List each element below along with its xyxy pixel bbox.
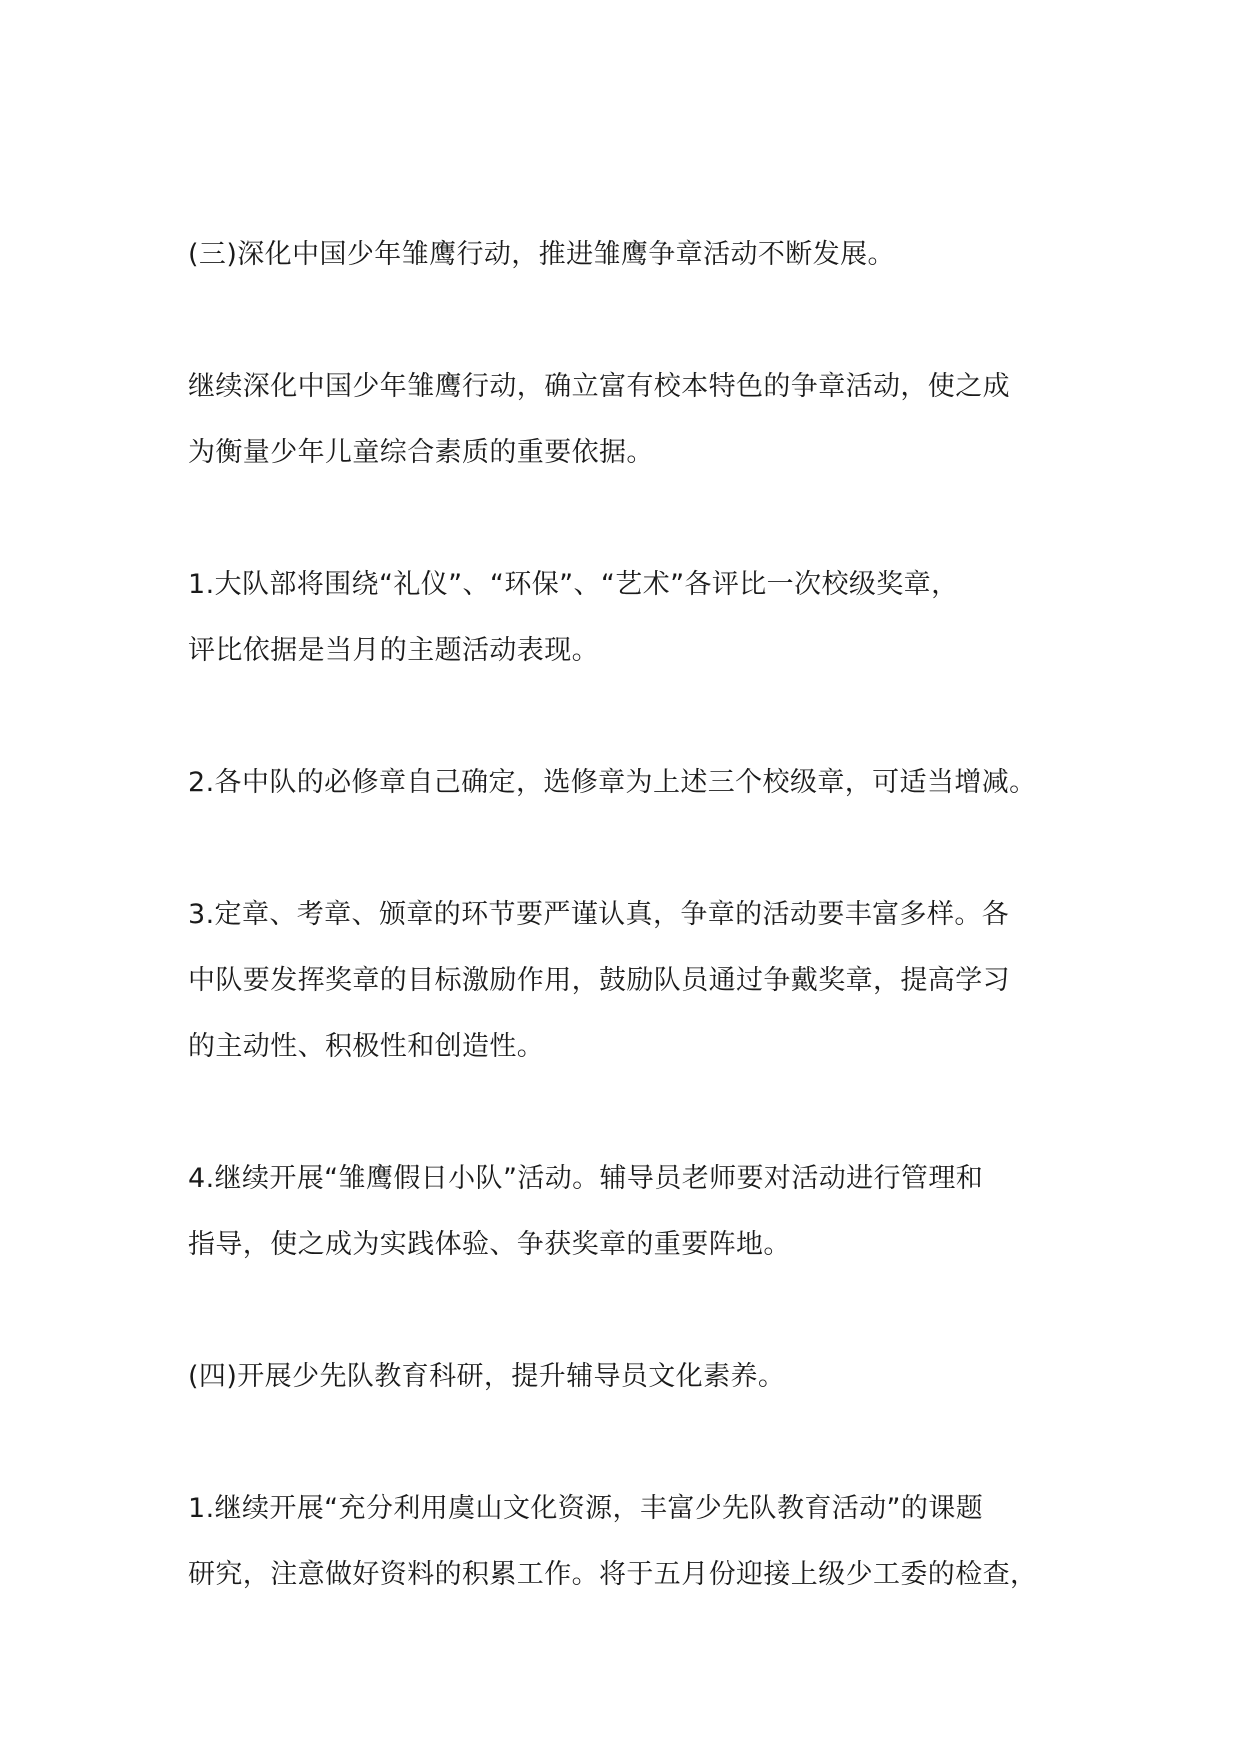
text-line: 为衡量少年儿童综合素质的重要依据。	[188, 437, 654, 468]
research-item-1	[188, 1476, 1088, 1608]
text-line: 指导，使之成为实践体验、争获奖章的重要阵地。	[188, 1229, 791, 1260]
text-line: 2.各中队的必修章自己确定，选修章为上述三个校级章，可适当增减。	[188, 767, 1037, 798]
text-line: 4.继续开展“雏鹰假日小队”活动。辅导员老师要对活动进行管理和	[188, 1163, 984, 1194]
text-line: 的主动性、积极性和创造性。	[188, 1031, 545, 1062]
paragraph-intro	[188, 354, 1088, 486]
list-item-2	[188, 750, 1088, 816]
section-heading-3	[188, 222, 1088, 288]
text-line: 研究，注意做好资料的积累工作。将于五月份迎接上级少工委的检查，	[188, 1559, 1038, 1590]
text-line: 中队要发挥奖章的目标激励作用，鼓励队员通过争戴奖章，提高学习	[188, 965, 1010, 996]
text-line: 1.大队部将围绕“礼仪”、“环保”、“艺术”各评比一次校级奖章，	[188, 569, 959, 600]
text-line: (三)深化中国少年雏鹰行动，推进雏鹰争章活动不断发展。	[188, 239, 895, 270]
list-item-1	[188, 552, 1088, 684]
text-line: 1.继续开展“充分利用虞山文化资源，丰富少先队教育活动”的课题	[188, 1493, 984, 1524]
list-item-3	[188, 882, 1088, 1080]
text-line: (四)开展少先队教育科研，提升辅导员文化素养。	[188, 1361, 786, 1392]
text-line: 评比依据是当月的主题活动表现。	[188, 635, 599, 666]
list-item-4	[188, 1146, 1088, 1278]
document-body	[188, 222, 1088, 1608]
text-line: 3.定章、考章、颁章的环节要严谨认真，争章的活动要丰富多样。各	[188, 899, 1010, 930]
text-line: 继续深化中国少年雏鹰行动，确立富有校本特色的争章活动，使之成	[188, 371, 1010, 402]
section-heading-4	[188, 1344, 1088, 1410]
